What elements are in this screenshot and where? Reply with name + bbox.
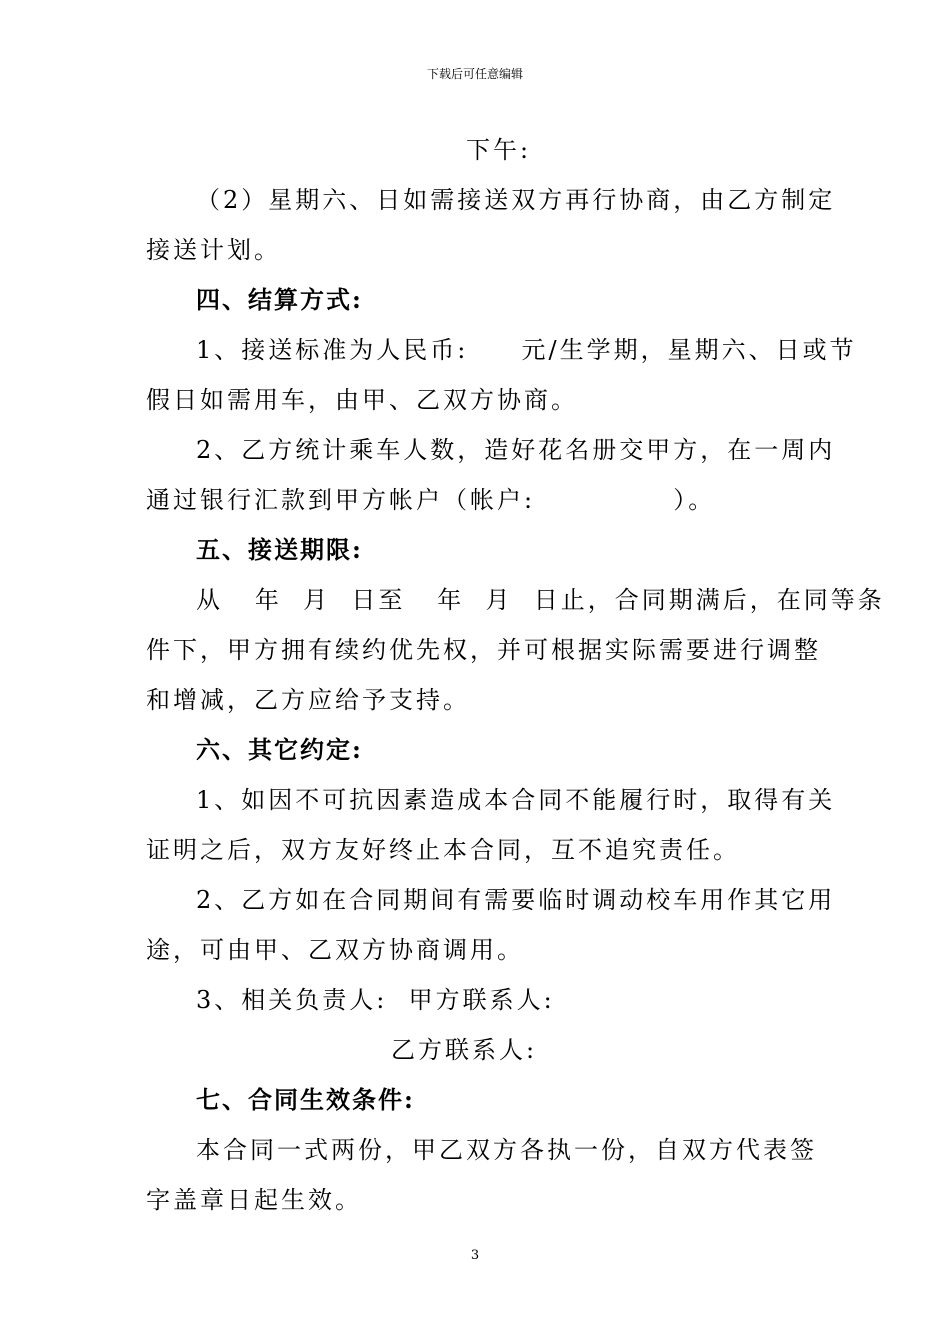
section-heading-effectiveness: 七、合同生效条件: [196, 1085, 415, 1114]
text-line-afternoon: 下午: [466, 136, 532, 164]
text-line-renewal-priority: 件下，甲方拥有续约优先权，并可根据实际需要进行调整 [146, 636, 821, 664]
section-heading-other-terms: 六、其它约定: [196, 735, 363, 764]
text-line-temporary-use: 2、乙方如在合同期间有需要临时调动校车用作其它用 [196, 886, 836, 914]
text-line-two-copies: 本合同一式两份，甲乙双方各执一份，自双方代表签 [196, 1136, 817, 1164]
text-line-weekend-pickup: （2）星期六、日如需接送双方再行协商，由乙方制定 [196, 186, 836, 214]
text-line-force-majeure: 1、如因不可抗因素造成本合同不能履行时，取得有关 [196, 786, 836, 814]
text-line-date-range: 从 年 月 日至 年 月 日止，合同期满后，在同等条 [196, 586, 885, 614]
text-line-pickup-standard: 1、接送标准为人民币: 元/生学期，星期六、日或节 [196, 336, 857, 364]
text-line-negotiated-use: 途，可由甲、乙双方协商调用。 [146, 936, 524, 964]
section-heading-term: 五、接送期限: [196, 535, 363, 564]
section-heading-settlement: 四、结算方式: [196, 285, 363, 314]
text-line-party-a-contact: 3、相关负责人: 甲方联系人: [196, 986, 555, 1014]
text-line-signature-effect: 字盖章日起生效。 [146, 1186, 362, 1214]
text-line-pickup-plan: 接送计划。 [146, 236, 281, 264]
text-line-termination: 证明之后，双方友好终止本合同，互不追究责任。 [146, 836, 740, 864]
text-line-holiday-vehicle: 假日如需用车，由甲、乙双方协商。 [146, 386, 578, 414]
page-header: 下载后可任意编辑 [426, 67, 523, 81]
page-number: 3 [470, 1248, 480, 1263]
text-line-adjustment-support: 和增减，乙方应给予支持。 [146, 686, 470, 714]
text-line-passenger-count: 2、乙方统计乘车人数，造好花名册交甲方，在一周内 [196, 436, 836, 464]
text-line-party-b-contact: 乙方联系人: [391, 1036, 538, 1064]
document-body [146, 125, 885, 1225]
text-line-bank-remittance: 通过银行汇款到甲方帐户（帐户: ）。 [146, 486, 716, 514]
